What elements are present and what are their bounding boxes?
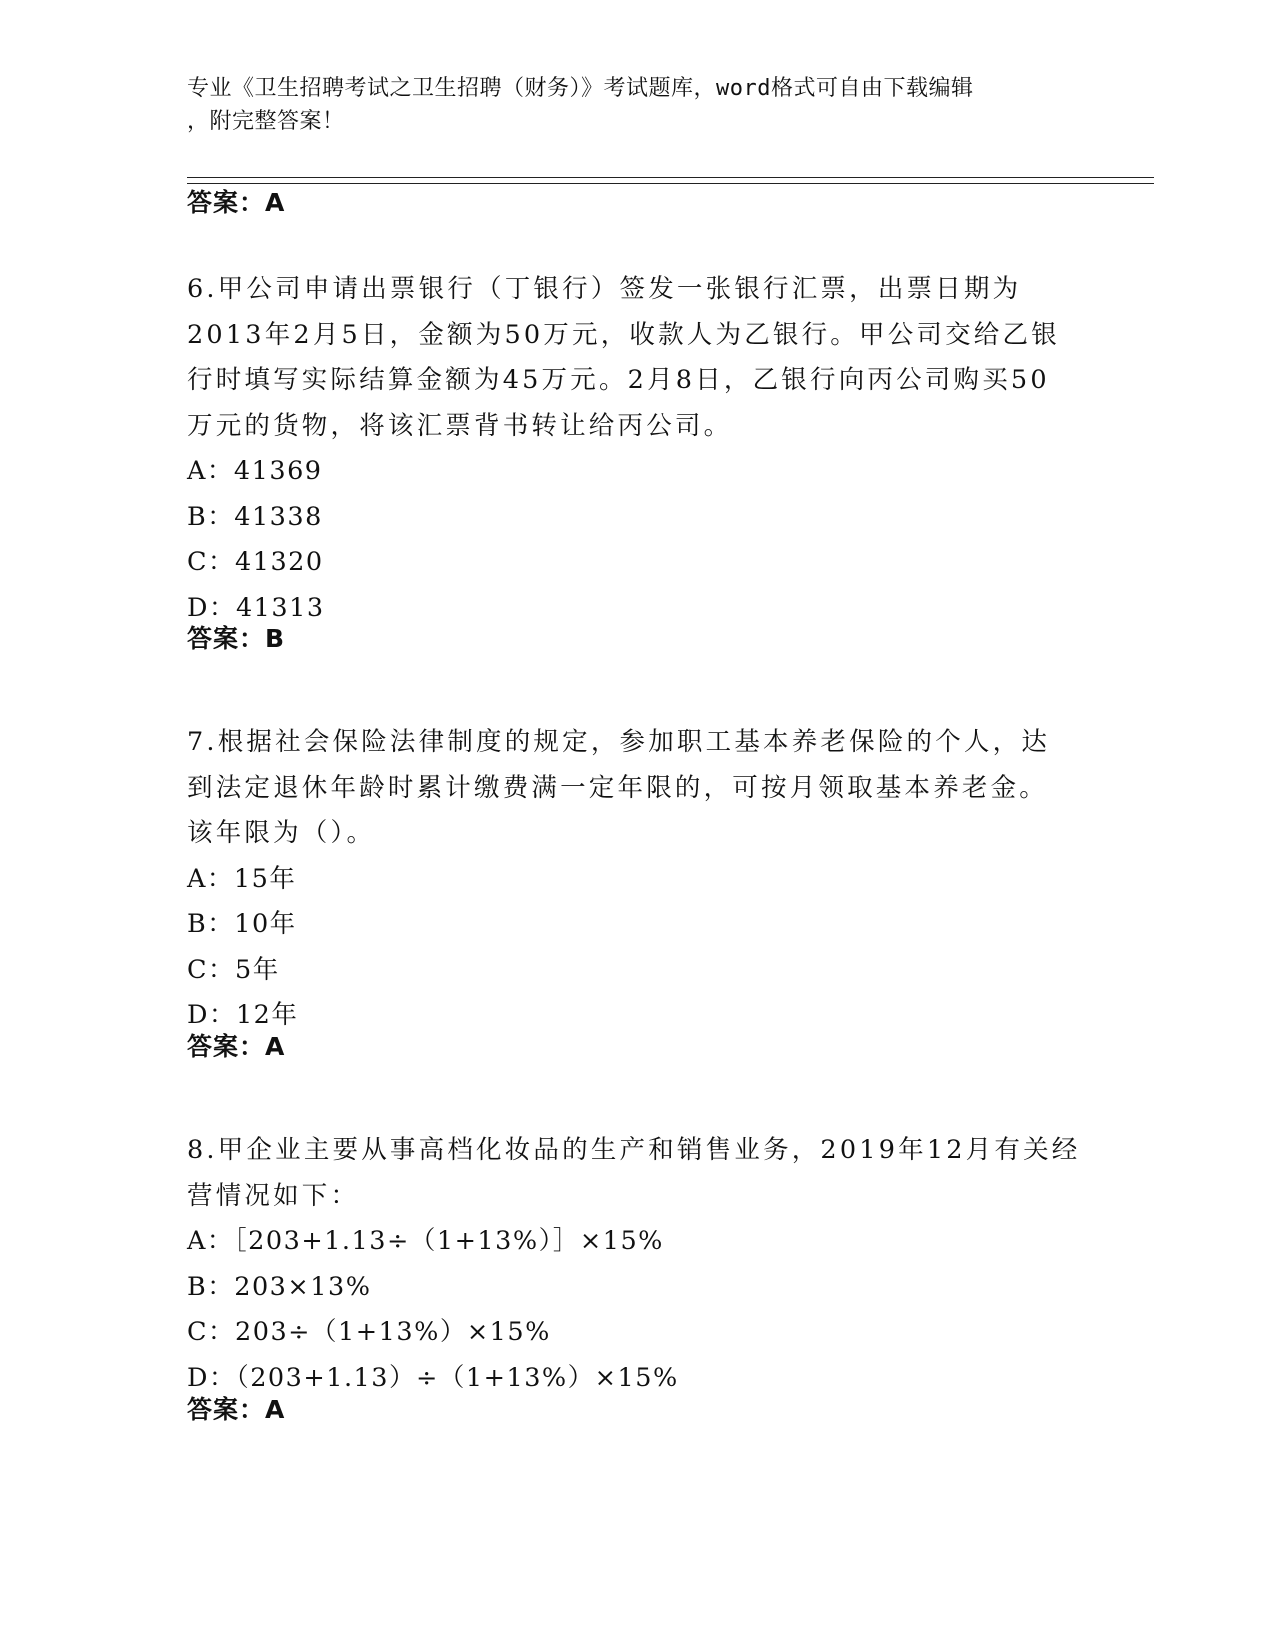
question-7 [187, 720, 1087, 1039]
question-stem-line: 6.甲公司申请出票银行（丁银行）签发一张银行汇票，出票日期为 [187, 274, 1022, 304]
option-d: D：41313 [187, 592, 325, 623]
document-header [187, 72, 1087, 138]
option-a: A：15年 [187, 863, 297, 894]
question-stem-line: 营情况如下： [187, 1180, 360, 1211]
option-b: B：203×13% [187, 1271, 372, 1302]
header-divider-top [187, 177, 1154, 178]
header-divider-bottom [187, 183, 1154, 184]
option-a: A：41369 [187, 456, 323, 486]
question-stem-line: 到法定退休年龄时累计缴费满一定年限的，可按月领取基本养老金。 [187, 772, 1049, 803]
answer-line: 答案：B [187, 624, 286, 653]
header-line-1: 专业《卫生招聘考试之卫生招聘（财务）》考试题库，word格式可自由下载编辑 [187, 76, 974, 101]
answer-line: 答案：A [187, 188, 286, 217]
option-c: C：41320 [187, 547, 324, 577]
question-stem-line: 2013年2月5日，金额为50万元，收款人为乙银行。甲公司交给乙银 [187, 319, 1060, 350]
question-stem-line: 7.根据社会保险法律制度的规定，参加职工基本养老保险的个人，达 [187, 727, 1051, 757]
question-8 [187, 1128, 1087, 1401]
option-b: B：10年 [187, 909, 297, 939]
option-c: C：5年 [187, 954, 280, 985]
answer-line: 答案：A [187, 1395, 286, 1424]
question-stem-line: 8.甲企业主要从事高档化妆品的生产和销售业务，2019年12月有关经 [187, 1135, 1081, 1165]
question-stem-line: 行时填写实际结算金额为45万元。2月8日，乙银行向丙公司购买50 [187, 365, 1050, 395]
question-stem-line: 该年限为（）。 [187, 818, 376, 848]
option-b: B：41338 [187, 501, 323, 532]
answer-line: 答案：A [187, 1032, 286, 1061]
option-a: A：［203+1.13÷（1+13%）］×15% [187, 1226, 664, 1256]
question-stem-line: 万元的货物，将该汇票背书转让给丙公司。 [187, 410, 733, 441]
option-d: D：12年 [187, 1000, 299, 1030]
header-line-2: ，附完整答案！ [187, 109, 345, 134]
question-6 [187, 267, 1087, 631]
option-d: D：（203+1.13）÷（1+13%）×15% [187, 1362, 679, 1393]
option-c: C：203÷（1+13%）×15% [187, 1317, 551, 1347]
